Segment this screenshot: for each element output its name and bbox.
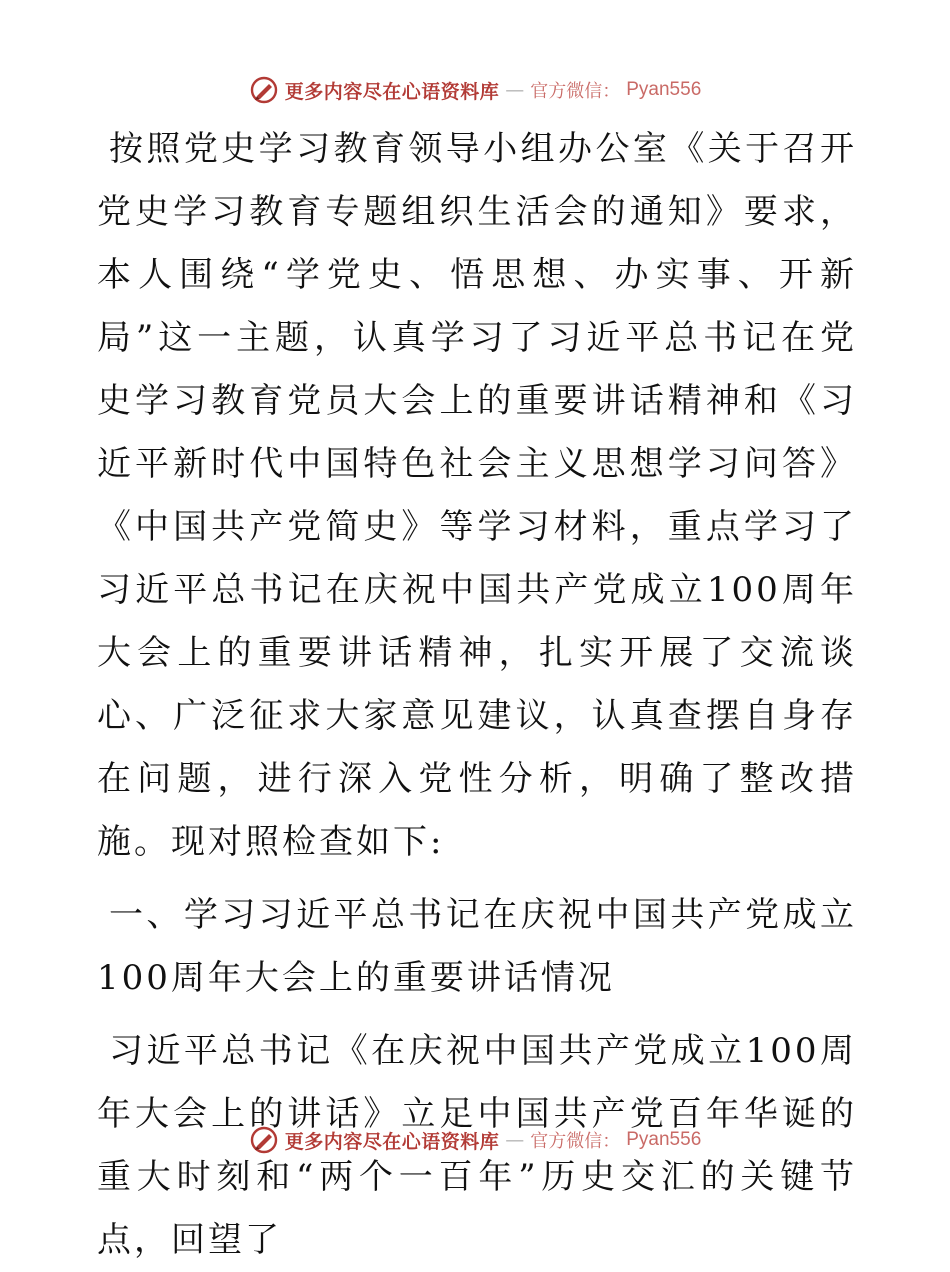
- intro-paragraph: 按照党史学习教育领导小组办公室《关于召开党史学习教育专题组织生活会的通知》要求，本人围绕“学党史、悟思想、办实事、开新局”这一主题，认真学习了习近平总书记在党史学习教育党员大会上的重要讲话精神和《习近平新时代中国特色社会主义思想学习问答》《中国共产党简史》等学习材料，重点学习了习近平总书记在庆祝中国共产党成立100周年大会上的重要讲话精神，扎实开展了交流谈心、广泛征求大家意见建议，认真查摆自身存在问题，进行深入党性分析，明确了整改措施。现对照检查如下:: [97, 129, 857, 862]
- banner-contact-label: 官方微信：: [530, 1131, 621, 1152]
- banner-brand-text: 更多内容尽在心语资料库: [284, 80, 500, 103]
- banner-contact-id: Pyan556: [626, 79, 702, 100]
- document-body: [97, 118, 857, 1272]
- banner-contact-label: 官方微信：: [530, 81, 621, 102]
- section-heading-1: 一、学习习近平总书记在庆祝中国共产党成立100周年大会上的重要讲话情况: [97, 895, 857, 998]
- pen-logo-icon: [249, 75, 279, 105]
- banner-brand-text: 更多内容尽在心语资料库: [284, 1130, 500, 1153]
- banner-separator: —: [505, 79, 525, 101]
- footer-banner: [0, 1122, 950, 1158]
- pen-logo-icon: [249, 1125, 279, 1155]
- header-banner: [0, 72, 950, 108]
- section-1-paragraph: 习近平总书记《在庆祝中国共产党成立100周年大会上的讲话》立足中国共产党百年华诞的重大时刻和“两个一百年”历史交汇的关键节点，回望了: [97, 1031, 857, 1260]
- banner-separator: —: [505, 1129, 525, 1151]
- banner-contact-id: Pyan556: [626, 1129, 702, 1150]
